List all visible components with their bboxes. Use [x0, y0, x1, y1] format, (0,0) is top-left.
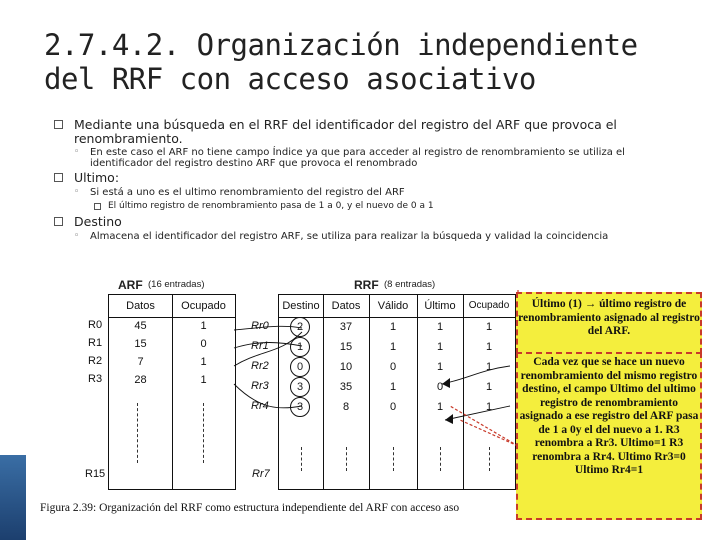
arf-cell-ocupado: 1: [200, 320, 207, 332]
bullet-text: Ultimo:: [74, 170, 120, 185]
sub-bullet-text: Almacena el identificador del registro ARF, se utiliza para realizar la búsqueda y validad la coincidencia: [90, 231, 609, 242]
rrf-cell-destino: 3: [290, 397, 310, 417]
arf-cell-datos: 15: [134, 338, 147, 350]
arf-cell-datos: 45: [134, 320, 147, 332]
rrf-cell-ultimo: 1: [436, 361, 444, 373]
rrf-row-label: Rr1: [251, 340, 269, 352]
circle-bullet-icon: ◦: [74, 147, 80, 157]
rrf-cell-ocupado: 1: [485, 341, 493, 353]
rrf-header-datos: Datos: [331, 300, 361, 312]
square-bullet-icon: [54, 120, 63, 129]
arf-cell-datos: 7: [137, 356, 144, 368]
note-update-text: Cada vez que se hace un nuevo renombramiento del mismo registro destino, el campo Ultimo del ultimo registro de renombramiento asignado a ese registro del ARF pasa de 1 a 0y el del nuevo a 1. R3 renombra a Rr3. Ultimo=1 R3 renombra a Rr4. Ultimo Rr3=0 Ultimo Rr4=1: [519, 356, 699, 476]
square-bullet-icon: [94, 203, 101, 210]
rrf-cell-valido: 1: [389, 381, 397, 393]
rrf-cell-valido: 0: [389, 361, 397, 373]
rrf-row-label: Rr0: [251, 320, 269, 332]
rrf-header-valido: Válido: [377, 300, 409, 312]
arf-cell-ocupado: 1: [200, 374, 207, 386]
arf-cell-ocupado: 0: [200, 338, 207, 350]
rrf-cell-valido: 0: [389, 401, 397, 413]
rrf-cell-destino: 3: [290, 377, 310, 397]
rrf-header-ultimo: Último: [424, 300, 456, 312]
slide-decoration-bar: [0, 455, 26, 540]
rrf-row-label: Rr4: [251, 400, 269, 412]
rrf-cell-ocupado: 1: [485, 381, 493, 393]
rrf-cell-destino: 1: [290, 337, 310, 357]
rrf-cell-datos: 35: [339, 381, 353, 393]
sub-bullet-text: Si está a uno es el ultimo renombramiento del registro del ARF: [90, 187, 405, 198]
arf-header-ocupado: Ocupado: [181, 300, 226, 312]
rrf-header-destino: Destino: [282, 300, 320, 312]
rrf-cell-datos: 8: [342, 401, 350, 413]
sub-bullet-text: En este caso el ARF no tiene campo Índice ya que para acceder al registro de renombramiento se utiliza el identificador del registro destino ARF que provoca el renombrado: [90, 147, 625, 169]
arf-row-label: R2: [88, 355, 103, 367]
rrf-cell-valido: 1: [389, 341, 397, 353]
rrf-cell-ultimo: 1: [436, 401, 444, 413]
arf-title: ARF: [118, 278, 143, 292]
arf-cell-datos: 28: [134, 374, 147, 386]
circle-bullet-icon: ◦: [74, 231, 80, 241]
figure-2-39: [40, 270, 720, 520]
note-ultimo-update: [516, 352, 702, 520]
rrf-cell-datos: 15: [339, 341, 353, 353]
square-bullet-icon: [54, 173, 63, 182]
note-ultimo-definition: [516, 292, 702, 354]
rrf-title: RRF: [354, 278, 379, 292]
arf-count: (16 entradas): [148, 279, 205, 290]
arf-row-label: R1: [88, 337, 103, 349]
arf-row-label: R3: [88, 373, 103, 385]
rrf-cell-ocupado: 1: [485, 361, 493, 373]
arf-header-datos: Datos: [126, 300, 155, 312]
rrf-cell-datos: 10: [339, 361, 353, 373]
rrf-row-label: Rr3: [251, 380, 269, 392]
rrf-header-ocupado: Ocupado: [468, 300, 510, 311]
note-ultimo-text: Último (1) → último registro de renombramiento asignado al registro del ARF.: [518, 298, 700, 337]
rrf-cell-valido: 1: [389, 321, 397, 333]
circle-bullet-icon: ◦: [74, 187, 80, 197]
figure-caption: Figura 2.39: Organización del RRF como estructura independiente del ARF con acceso aso: [40, 502, 460, 514]
bullet-text: Mediante una búsqueda en el RRF del identificador del registro del ARF que provoca el renombramiento.: [74, 117, 617, 146]
rrf-cell-destino: 2: [290, 317, 310, 337]
rrf-cell-destino: 0: [290, 357, 310, 377]
arf-row-label: R0: [88, 319, 103, 331]
rrf-cell-ocupado: 1: [485, 321, 493, 333]
bullet-text: Destino: [74, 214, 122, 229]
rrf-row-label: Rr2: [251, 360, 269, 372]
sub-sub-bullet-text: El último registro de renombramiento pasa de 1 a 0, y el nuevo de 0 a 1: [108, 201, 434, 211]
square-bullet-icon: [54, 217, 63, 226]
rrf-cell-datos: 37: [339, 321, 353, 333]
rrf-count: (8 entradas): [384, 279, 436, 290]
rrf-cell-ultimo: 0: [436, 381, 444, 393]
rrf-cell-ocupado: 1: [485, 401, 493, 413]
arf-cell-ocupado: 1: [200, 356, 207, 368]
arf-row-label-last: R15: [85, 468, 106, 480]
rrf-row-label-last: Rr7: [252, 468, 270, 480]
page-title: 2.7.4.2. Organización independiente del RRF con acceso asociativo: [44, 28, 638, 96]
rrf-cell-ultimo: 1: [436, 321, 444, 333]
rrf-cell-ultimo: 1: [436, 341, 444, 353]
